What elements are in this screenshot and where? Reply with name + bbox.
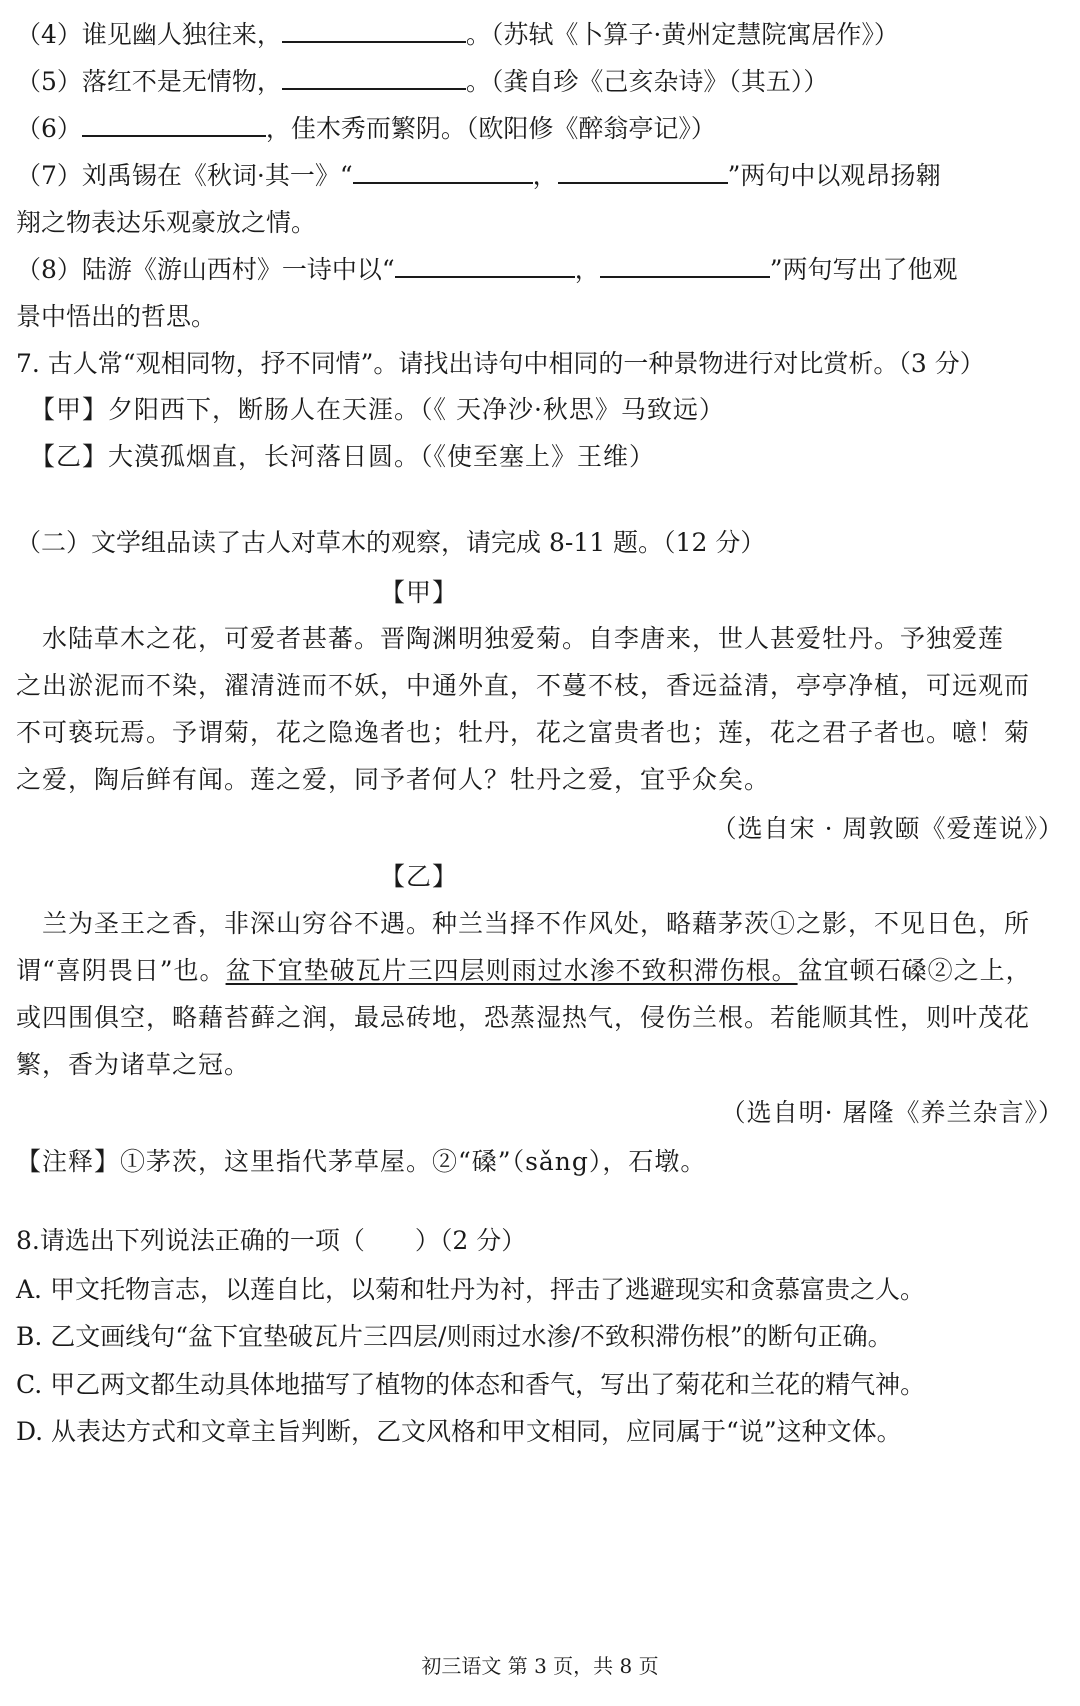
question-7-yi: 【乙】大漠孤烟直，长河落日圆。（《使至塞上》王维） [30,442,656,471]
q6-blank[interactable] [82,113,266,137]
q6-prefix: （6） [16,114,82,143]
passage-jia-line-2: 之出淤泥而不染，濯清涟而不妖，中通外直，不蔓不枝，香远益清，亭亭净植，可远观而 [16,671,1031,700]
passage-yi-line-3: 或四围俱空，略藉苔藓之润，最忌砖地，恐蒸湿热气，侵伤兰根。若能顺其性，则叶茂花 [16,1003,1031,1032]
question-8-option-b[interactable]: B. 乙文画线句“盆下宜垫破瓦片三四层/则雨过水渗/不致积滞伤根”的断句正确。 [16,1322,893,1351]
q8-suffix: ”两句写出了他观 [769,255,958,284]
passage-notes: 【注释】①茅茨，这里指代茅草屋。②“磉”（sǎng），石墩。 [16,1147,707,1176]
passage-yi-line-1: 兰为圣王之香，非深山穷谷不遇。种兰当择不作风处，略藉茅茨①之影，不见日色，所 [16,909,1031,938]
q8-prefix: （8）陆游《游山西村》一诗中以“ [16,255,395,284]
q8-comma: ， [574,255,600,284]
q7-comma: ， [532,161,558,190]
q7-suffix: ”两句中以观昂扬翱 [727,161,941,190]
q8-blank-2[interactable] [600,254,770,278]
passage-jia-line-3: 不可亵玩焉。予谓菊，花之隐逸者也；牡丹，花之富贵者也；莲，花之君子者也。噫！菊 [16,718,1031,747]
question-8-stem: 8.请选出下列说法正确的一项（ ）（2 分） [16,1226,527,1255]
fill-in-q4 [16,18,1064,52]
passage-yi-line-2 [16,954,1064,988]
yi-line-2-prefix: 谓“喜阴畏日”也。 [16,956,226,985]
q5-suffix: 。（龚自珍《己亥杂诗》（其五）） [465,67,829,96]
fill-in-q5 [16,65,1064,99]
passage-jia-heading: 【甲】 [380,578,459,607]
question-8-option-a[interactable]: A. 甲文托物言志，以莲自比，以菊和牡丹为衬，抨击了逃避现实和贪慕富贵之人。 [16,1275,925,1304]
q5-blank[interactable] [282,66,466,90]
question-7-jia: 【甲】夕阳西下，断肠人在天涯。（《 天净沙·秋思》马致远） [30,395,725,424]
fill-in-q7-continued: 翔之物表达乐观豪放之情。 [16,208,317,237]
q7-blank-1[interactable] [353,160,533,184]
q4-prefix: （4）谁见幽人独往来， [16,20,282,49]
passage-yi-heading: 【乙】 [380,862,459,891]
q7-blank-2[interactable] [558,160,728,184]
passage-yi-line-4: 繁，香为诸草之冠。 [16,1050,251,1079]
question-8-option-c[interactable]: C. 甲乙两文都生动具体地描写了植物的体态和香气，写出了菊花和兰花的精气神。 [16,1370,926,1399]
passage-jia-source: （选自宋 · 周敦颐《爱莲说》） [711,814,1064,843]
q7-prefix: （7）刘禹锡在《秋词·其一》“ [16,161,353,190]
q4-blank[interactable] [282,19,466,43]
passage-jia-line-1: 水陆草木之花，可爱者甚蕃。晋陶渊明独爱菊。自李唐来，世人甚爱牡丹。予独爱莲 [16,624,1005,653]
fill-in-q8 [16,253,1064,287]
question-8-option-d[interactable]: D. 从表达方式和文章主旨判断，乙文风格和甲文相同，应同属于“说”这种文体。 [16,1417,902,1446]
passage-yi-source: （选自明· 屠隆《养兰杂言》） [720,1098,1064,1127]
yi-underlined-sentence: 盆下宜垫破瓦片三四层则雨过水渗不致积滞伤根。 [225,956,798,985]
yi-line-2-suffix: 盆宜顿石磉②之上， [797,956,1032,985]
q5-prefix: （5）落红不是无情物， [16,67,282,96]
passage-jia-line-4: 之爱，陶后鲜有闻。莲之爱，同予者何人？牡丹之爱，宜乎众矣。 [16,765,771,794]
q8-blank-1[interactable] [395,254,575,278]
fill-in-q8-continued: 景中悟出的哲思。 [16,302,217,331]
fill-in-q6 [16,112,1064,146]
section-2-intro: （二）文学组品读了古人对草木的观察，请完成 8-11 题。（12 分） [16,528,766,557]
page-footer: 初三语文 第 3 页，共 8 页 [421,1654,659,1678]
fill-in-q7 [16,159,1064,193]
question-7-stem: 7. 古人常“观相同物，抒不同情”。请找出诗句中相同的一种景物进行对比赏析。（3 分） [16,349,985,378]
q6-suffix: ，佳木秀而繁阴。（欧阳修《醉翁亭记》） [265,114,716,143]
q4-suffix: 。（苏轼《卜算子·黄州定慧院寓居作》） [465,20,899,49]
